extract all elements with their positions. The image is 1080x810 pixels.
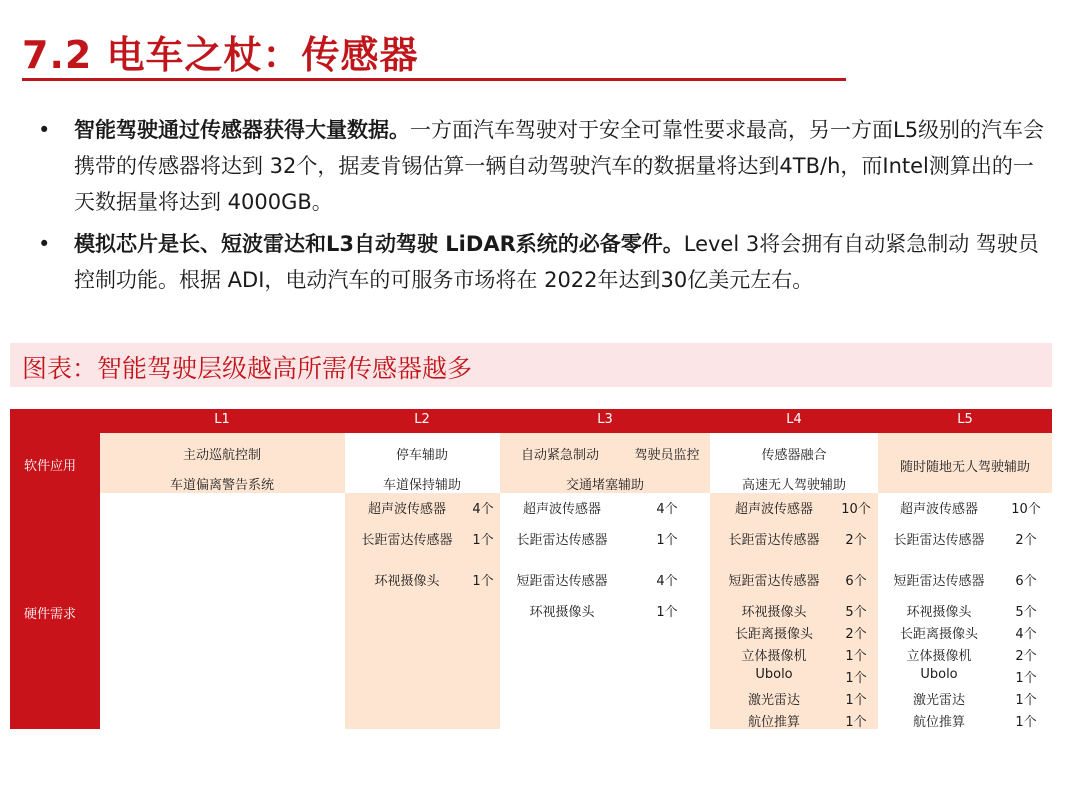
sensor-count: 10个 (1011, 502, 1041, 517)
sensor-name: 环视摄像头 (741, 605, 807, 620)
sensor-count: 5个 (1015, 605, 1037, 620)
sensor-count: 5个 (845, 605, 867, 620)
figure-caption-bar (10, 343, 1052, 387)
sensor-name: 长距离摄像头 (899, 627, 979, 642)
figure-caption: 图表：智能驾驶层级越高所需传感器越多 (22, 354, 473, 383)
sensor-name: 航位推算 (747, 715, 801, 730)
sensor-name: 航位推算 (912, 715, 966, 730)
sensor-count: 6个 (845, 574, 867, 589)
level-header: L4 (786, 412, 802, 427)
sensor-count: 1个 (845, 693, 867, 708)
sensor-count: 1个 (845, 671, 867, 686)
sensor-name: 长距雷达传感器 (516, 533, 608, 548)
sensor-name: Ubolo (755, 667, 793, 682)
sensor-count: 1个 (845, 649, 867, 664)
sensor-name: 立体摄像机 (741, 649, 807, 664)
bullet-item (36, 226, 1046, 298)
sensor-name: 长距雷达传感器 (361, 533, 453, 548)
sensor-count: 6个 (1015, 574, 1037, 589)
slide-title: 7.2 电车之杖：传感器 (22, 33, 419, 77)
hardware-cell-l1 (100, 493, 345, 729)
sensor-count: 10个 (841, 502, 871, 517)
sensor-name: 长距雷达传感器 (728, 533, 820, 548)
sensor-count: 1个 (656, 605, 678, 620)
sensor-name: 长距雷达传感器 (893, 533, 985, 548)
level-header: L1 (214, 412, 230, 427)
level-header: L3 (597, 412, 613, 427)
sensor-count: 4个 (472, 502, 494, 517)
sensor-count: 4个 (656, 502, 678, 517)
software-item: 交通堵塞辅助 (565, 478, 645, 493)
sensor-count: 1个 (845, 715, 867, 730)
software-item: 停车辅助 (395, 448, 449, 463)
level-header-row (100, 409, 1052, 433)
bullet-marker: • (38, 232, 51, 256)
sensor-name: 激光雷达 (747, 693, 801, 708)
bullet-text: 一方面汽车驾驶对于安全可靠性要求最高，另一方面L5级别的汽车会携带的传感器将达到 32个，据麦肯锡估算一辆自动驾驶汽车的数据量将达到4TB/h，而Intel测算出的一天数据量将达到 4000GB。 (74, 118, 1045, 214)
title-underline (22, 78, 846, 81)
sensor-name: 短距雷达传感器 (516, 574, 608, 589)
sensor-name: 超声波传感器 (367, 502, 447, 517)
row-header-software: 软件应用 (24, 459, 77, 474)
software-item: 随时随地无人驾驶辅助 (899, 460, 1031, 475)
sensor-count: 2个 (1015, 649, 1037, 664)
sensor-count: 4个 (656, 574, 678, 589)
sensor-name: 短距雷达传感器 (728, 574, 820, 589)
bullet-item (36, 112, 1046, 220)
sensor-count: 1个 (472, 533, 494, 548)
sensor-name: 激光雷达 (912, 693, 966, 708)
sensor-name: 立体摄像机 (906, 649, 972, 664)
sensor-count: 1个 (1015, 693, 1037, 708)
software-item: 车道保持辅助 (382, 478, 462, 493)
sensor-name: 超声波传感器 (899, 502, 979, 517)
level-header: L5 (957, 412, 973, 427)
bullet-marker: • (38, 118, 51, 142)
sensor-count: 2个 (1015, 533, 1037, 548)
software-item: 高速无人驾驶辅助 (741, 478, 847, 493)
software-item: 主动巡航控制 (182, 448, 262, 463)
sensor-name: 长距离摄像头 (734, 627, 814, 642)
sensor-table (10, 409, 1052, 729)
bullet-lead: 智能驾驶通过传感器获得大量数据。 (74, 118, 410, 142)
sensor-name: Ubolo (920, 667, 958, 682)
sensor-count: 1个 (472, 574, 494, 589)
bullet-list (36, 112, 1046, 304)
sensor-name: 超声波传感器 (734, 502, 814, 517)
software-item: 驾驶员监控 (634, 448, 700, 463)
software-item: 自动紧急制动 (520, 448, 600, 463)
sensor-count: 2个 (845, 627, 867, 642)
sensor-name: 环视摄像头 (906, 605, 972, 620)
sensor-count: 1个 (1015, 715, 1037, 730)
software-item: 传感器融合 (761, 448, 827, 463)
bullet-lead: 模拟芯片是长、短波雷达和L3自动驾驶 LiDAR系统的必备零件。 (74, 232, 684, 256)
sensor-name: 超声波传感器 (522, 502, 602, 517)
level-header: L2 (414, 412, 430, 427)
sensor-name: 短距雷达传感器 (893, 574, 985, 589)
software-item: 车道偏离警告系统 (169, 478, 275, 493)
bullet-text: Level 3将会拥有自动紧急制动 驾驶员控制功能。根据 ADI，电动汽车的可服务市场将在 2022年达到30亿美元左右。 (74, 232, 1039, 292)
sensor-count: 2个 (845, 533, 867, 548)
sensor-name: 环视摄像头 (529, 605, 595, 620)
sensor-name: 环视摄像头 (374, 574, 440, 589)
sensor-count: 1个 (656, 533, 678, 548)
sensor-count: 4个 (1015, 627, 1037, 642)
row-header-hardware: 硬件需求 (24, 607, 77, 622)
sensor-count: 1个 (1015, 671, 1037, 686)
